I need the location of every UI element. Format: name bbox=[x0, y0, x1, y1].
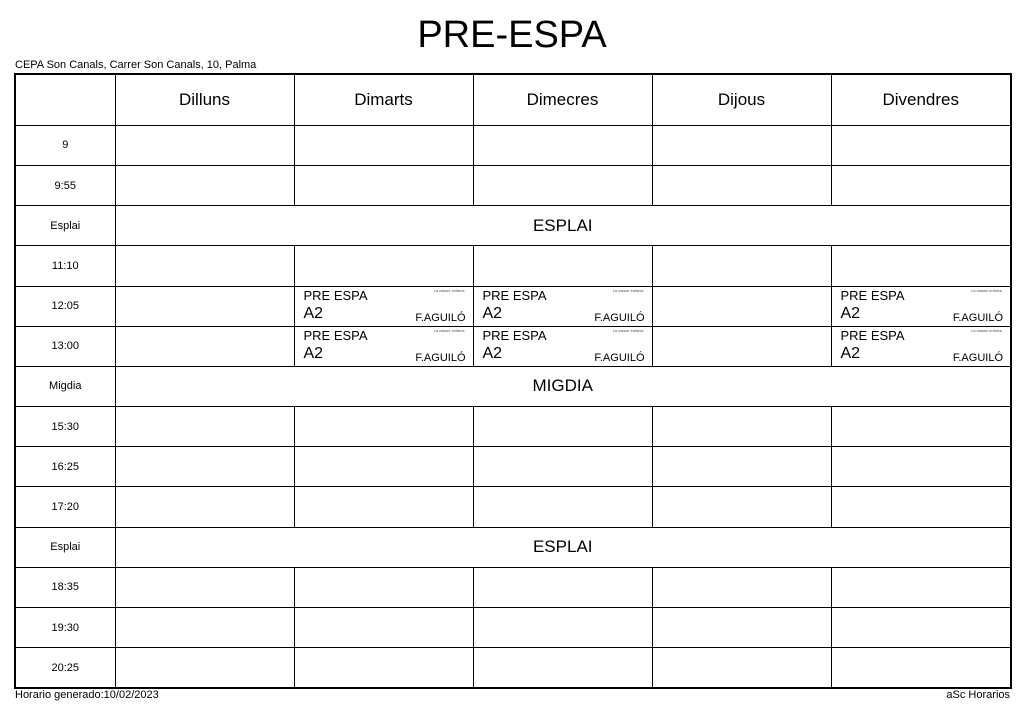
period-time: 11:10 bbox=[15, 246, 115, 286]
lesson-teacher: F.AGUILÓ bbox=[415, 311, 466, 324]
period-row bbox=[15, 407, 1011, 447]
empty-slot bbox=[115, 326, 294, 366]
period-time: 9 bbox=[15, 125, 115, 165]
empty-slot bbox=[831, 125, 1011, 165]
period-row bbox=[15, 246, 1011, 286]
empty-slot bbox=[652, 608, 831, 648]
empty-slot bbox=[831, 165, 1011, 205]
period-time: 9:55 bbox=[15, 165, 115, 205]
day-header: Dimecres bbox=[473, 74, 652, 125]
empty-slot bbox=[115, 165, 294, 205]
empty-slot bbox=[652, 447, 831, 487]
lesson-teacher: F.AGUILÓ bbox=[594, 351, 645, 364]
empty-slot bbox=[473, 608, 652, 648]
empty-slot bbox=[831, 608, 1011, 648]
lesson-card[interactable] bbox=[473, 286, 652, 326]
break-label: ESPLAI bbox=[115, 206, 1011, 246]
page-title: PRE-ESPA bbox=[417, 14, 607, 56]
period-time: 18:35 bbox=[15, 567, 115, 607]
empty-slot bbox=[115, 246, 294, 286]
empty-slot bbox=[831, 487, 1011, 527]
empty-slot bbox=[652, 286, 831, 326]
period-row bbox=[15, 447, 1011, 487]
empty-slot bbox=[294, 567, 473, 607]
lesson-room: La classe enfaixa bbox=[612, 287, 644, 293]
empty-slot bbox=[652, 648, 831, 688]
corner-cell bbox=[15, 74, 115, 125]
empty-slot bbox=[831, 648, 1011, 688]
break-row bbox=[15, 206, 1011, 246]
lesson-card[interactable] bbox=[473, 326, 652, 366]
empty-slot bbox=[115, 407, 294, 447]
empty-slot bbox=[294, 608, 473, 648]
period-time: 15:30 bbox=[15, 407, 115, 447]
empty-slot bbox=[294, 125, 473, 165]
period-row bbox=[15, 165, 1011, 205]
period-time: Esplai bbox=[15, 206, 115, 246]
empty-slot bbox=[115, 125, 294, 165]
lesson-card[interactable] bbox=[831, 326, 1011, 366]
empty-slot bbox=[831, 447, 1011, 487]
period-time: 13:00 bbox=[15, 326, 115, 366]
day-header-row bbox=[15, 74, 1011, 125]
lesson-group: A2 bbox=[482, 344, 503, 362]
empty-slot bbox=[473, 407, 652, 447]
empty-slot bbox=[652, 407, 831, 447]
empty-slot bbox=[115, 447, 294, 487]
brand-credit: aSc Horarios bbox=[946, 689, 1010, 701]
lesson-room: La classe enfaixa bbox=[433, 287, 465, 293]
period-time: Esplai bbox=[15, 527, 115, 567]
empty-slot bbox=[294, 165, 473, 205]
lesson-teacher: F.AGUILÓ bbox=[415, 351, 466, 364]
empty-slot bbox=[294, 407, 473, 447]
lesson-card[interactable] bbox=[831, 286, 1011, 326]
period-time: 19:30 bbox=[15, 608, 115, 648]
empty-slot bbox=[652, 125, 831, 165]
lesson-subject: PRE ESPA bbox=[303, 327, 368, 343]
lesson-teacher: F.AGUILÓ bbox=[952, 351, 1003, 364]
lesson-group: A2 bbox=[303, 304, 324, 322]
empty-slot bbox=[115, 286, 294, 326]
empty-slot bbox=[115, 648, 294, 688]
empty-slot bbox=[652, 567, 831, 607]
empty-slot bbox=[652, 487, 831, 527]
period-row bbox=[15, 487, 1011, 527]
lesson-subject: PRE ESPA bbox=[303, 287, 368, 303]
lesson-card[interactable] bbox=[294, 326, 473, 366]
period-row bbox=[15, 286, 1011, 326]
empty-slot bbox=[115, 567, 294, 607]
period-row bbox=[15, 125, 1011, 165]
lesson-subject: PRE ESPA bbox=[482, 287, 547, 303]
lesson-group: A2 bbox=[303, 344, 324, 362]
generated-date: Horario generado:10/02/2023 bbox=[15, 689, 159, 701]
empty-slot bbox=[115, 487, 294, 527]
lesson-card[interactable] bbox=[294, 286, 473, 326]
lesson-teacher: F.AGUILÓ bbox=[594, 311, 645, 324]
lesson-teacher: F.AGUILÓ bbox=[952, 311, 1003, 324]
lesson-group: A2 bbox=[840, 304, 861, 322]
school-address: CEPA Son Canals, Carrer Son Canals, 10, Palma bbox=[15, 59, 257, 71]
day-header: Dimarts bbox=[294, 74, 473, 125]
day-header: Dijous bbox=[652, 74, 831, 125]
empty-slot bbox=[294, 487, 473, 527]
empty-slot bbox=[294, 447, 473, 487]
lesson-room: La classe enfaixa bbox=[971, 287, 1002, 293]
period-row bbox=[15, 567, 1011, 607]
lesson-room: La classe enfaixa bbox=[612, 327, 644, 333]
empty-slot bbox=[652, 165, 831, 205]
day-header: Divendres bbox=[831, 74, 1011, 125]
lesson-room: La classe enfaixa bbox=[433, 327, 465, 333]
lesson-subject: PRE ESPA bbox=[840, 327, 905, 343]
day-header: Dilluns bbox=[115, 74, 294, 125]
empty-slot bbox=[473, 125, 652, 165]
empty-slot bbox=[473, 165, 652, 205]
break-label: MIGDIA bbox=[115, 366, 1011, 406]
empty-slot bbox=[831, 567, 1011, 607]
period-row bbox=[15, 608, 1011, 648]
empty-slot bbox=[473, 487, 652, 527]
period-time: 17:20 bbox=[15, 487, 115, 527]
period-time: 20:25 bbox=[15, 648, 115, 688]
period-time: Migdia bbox=[15, 366, 115, 406]
empty-slot bbox=[473, 447, 652, 487]
lesson-subject: PRE ESPA bbox=[840, 287, 905, 303]
empty-slot bbox=[473, 246, 652, 286]
lesson-group: A2 bbox=[840, 344, 861, 362]
timetable bbox=[14, 73, 1012, 689]
period-time: 12:05 bbox=[15, 286, 115, 326]
empty-slot bbox=[652, 246, 831, 286]
empty-slot bbox=[115, 608, 294, 648]
break-row bbox=[15, 366, 1011, 406]
period-row bbox=[15, 326, 1011, 366]
lesson-subject: PRE ESPA bbox=[482, 327, 547, 343]
empty-slot bbox=[294, 246, 473, 286]
lesson-group: A2 bbox=[482, 304, 503, 322]
break-row bbox=[15, 527, 1011, 567]
empty-slot bbox=[473, 648, 652, 688]
period-time: 16:25 bbox=[15, 447, 115, 487]
empty-slot bbox=[831, 246, 1011, 286]
empty-slot bbox=[473, 567, 652, 607]
empty-slot bbox=[294, 648, 473, 688]
empty-slot bbox=[831, 407, 1011, 447]
empty-slot bbox=[652, 326, 831, 366]
break-label: ESPLAI bbox=[115, 527, 1011, 567]
lesson-room: La classe enfaixa bbox=[971, 327, 1002, 333]
period-row bbox=[15, 648, 1011, 688]
